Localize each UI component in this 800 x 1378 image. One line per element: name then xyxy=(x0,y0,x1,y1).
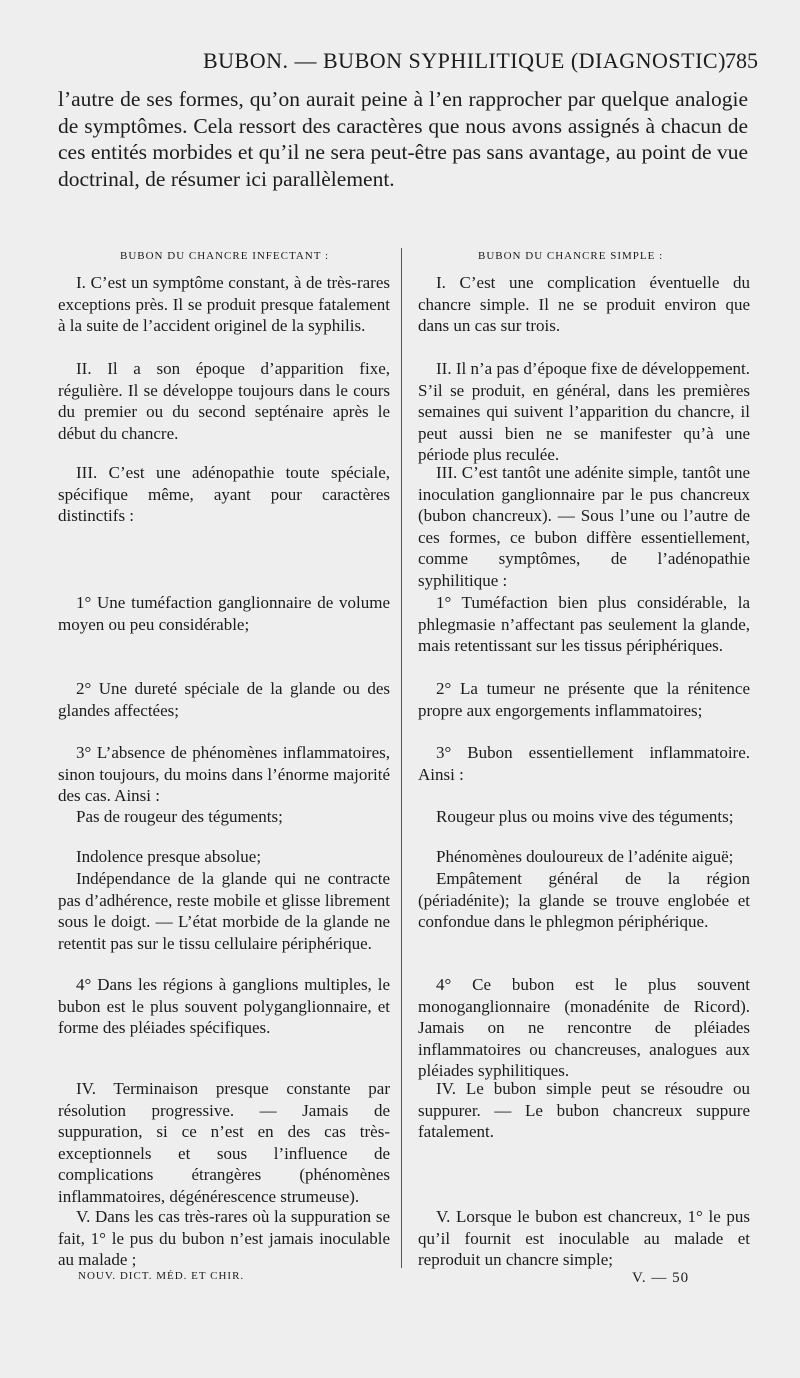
right-point-3: III. C’est tantôt une adénite simple, tantôt une inoculation ganglionnaire par le pus chancreux (bubon chancreux). — Sous l’une ou l’autre de ces formes, ce bubon diffère essentiellement, comme symptômes, de l’adénopathie syphilitique : xyxy=(418,463,750,590)
intro-text: l’autre de ses formes, qu’on aurait peine à l’en rapprocher par quelque analogie de symptômes. Cela ressort des caractères que nous avons assignés à chacun de ces entités morbides et qu’il ne sera peut-être pas sans avantage, au point de vue doctrinal, de résumer ici parallèlement. xyxy=(58,87,748,191)
left-detail-mobility: Indépendance de la glande qui ne contracte pas d’adhérence, reste mobile et glisse librement sous le doigt. — L’état morbide de la glande ne retentit pas sur le tissu cellulaire périphérique. xyxy=(58,869,390,953)
left-column-heading: BUBON DU CHANCRE INFECTANT : xyxy=(120,250,330,262)
footer-signature: V. — 50 xyxy=(632,1270,690,1286)
left-point-3: III. C’est une adénopathie toute spéciale, spécifique même, ayant pour caractères distinctifs : xyxy=(58,463,390,525)
right-detail-swelling: Empâtement général de la région (périadénite); la glande se trouve englobée et confondue dans le phlegmon périphérique. xyxy=(418,869,750,931)
left-point-5: V. Dans les cas très-rares où la suppuration se fait, 1° le pus du bubon n’est jamais inoculable au malade ; xyxy=(58,1207,390,1269)
running-title: BUBON. — BUBON SYPHILITIQUE (DIAGNOSTIC). xyxy=(203,48,732,73)
left-detail-pain: Indolence presque absolue; xyxy=(76,847,262,866)
column-divider xyxy=(401,248,402,1268)
right-point-3-4: 4° Ce bubon est le plus souvent monoganglionnaire (monadénite de Ricord). Jamais on ne rencontre de pléiades inflammatoires ou chancreuses, analogues aux pléiades syphilitiques. xyxy=(418,975,750,1080)
right-point-2: II. Il n’a pas d’époque fixe de développement. S’il se produit, en général, dans les premières semaines qui suivent l’apparition du chancre, il peut aussi bien ne se manifester qu’à une période plus reculée. xyxy=(418,359,750,464)
right-point-3-1: 1° Tuméfaction bien plus considérable, la phlegmasie n’affectant pas seulement la glande, mais retentissant sur les tissus périphériques. xyxy=(418,593,750,655)
intro-paragraph xyxy=(58,86,748,192)
right-point-3-2: 2° La tumeur ne présente que la rénitence propre aux engorgements inflammatoires; xyxy=(418,679,750,720)
right-column-heading: BUBON DU CHANCRE SIMPLE : xyxy=(478,250,664,262)
right-detail-pain: Phénomènes douloureux de l’adénite aiguë; xyxy=(436,847,734,866)
left-point-3-4: 4° Dans les régions à ganglions multiples, le bubon est le plus souvent polyganglionnaire, et forme des pléiades spécifiques. xyxy=(58,975,390,1037)
left-point-4: IV. Terminaison presque constante par résolution progressive. — Jamais de suppuration, si ce n’est en des cas très-exceptionnels et sous l’influence de complications étrangères (phénomènes inflammatoires, dégénérescence strumeuse). xyxy=(58,1079,390,1206)
left-point-3-1: 1° Une tuméfaction ganglionnaire de volume moyen ou peu considérable; xyxy=(58,593,390,634)
left-detail-redness: Pas de rougeur des téguments; xyxy=(76,807,283,826)
right-point-5: V. Lorsque le bubon est chancreux, 1° le pus qu’il fournit est inoculable au malade et reproduit un chancre simple; xyxy=(418,1207,750,1269)
right-point-4: IV. Le bubon simple peut se résoudre ou suppurer. — Le bubon chancreux suppure fatalement. xyxy=(418,1079,750,1141)
left-point-3-2: 2° Une dureté spéciale de la glande ou des glandes affectées; xyxy=(58,679,390,720)
running-header xyxy=(58,48,758,78)
right-point-3-3: 3° Bubon essentiellement inflammatoire. Ainsi : xyxy=(418,743,750,784)
right-point-1: I. C’est une complication éventuelle du chancre simple. Il ne se produit environ que dans un cas sur trois. xyxy=(418,273,750,335)
right-detail-redness: Rougeur plus ou moins vive des téguments; xyxy=(436,807,734,826)
left-point-1: I. C’est un symptôme constant, à de très-rares exceptions près. Il se produit presque fatalement à la suite de l’accident originel de la syphilis. xyxy=(58,273,390,335)
page-number: 785 xyxy=(725,48,758,73)
footer-publication: NOUV. DICT. MÉD. ET CHIR. xyxy=(78,1270,245,1282)
left-point-3-3: 3° L’absence de phénomènes inflammatoires, sinon toujours, du moins dans l’énorme majorité des cas. Ainsi : xyxy=(58,743,390,805)
left-point-2: II. Il a son époque d’apparition fixe, régulière. Il se développe toujours dans le cours du premier ou du second septénaire après le début du chancre. xyxy=(58,359,390,443)
